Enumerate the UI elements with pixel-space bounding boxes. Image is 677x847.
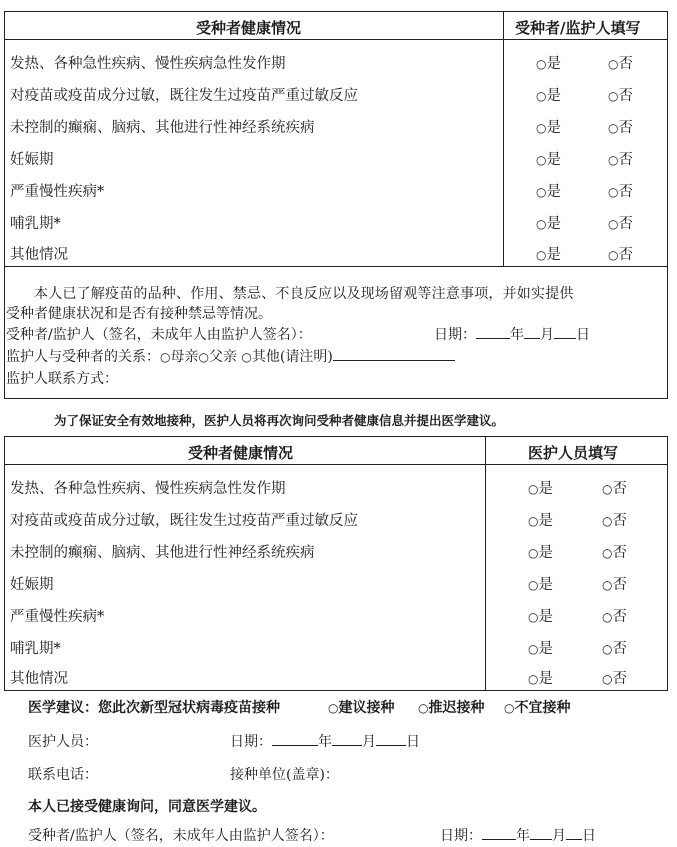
phone-label: 联系电话： bbox=[28, 767, 98, 783]
consent-statement-line2: 受种者健康状况和是否有接种禁忌等情况。 bbox=[6, 306, 272, 322]
yes-radio[interactable]: ○是 bbox=[536, 88, 561, 104]
table-header-health: 受种者健康情况 bbox=[196, 19, 302, 37]
final-date-field[interactable]: 日期： 年 月 日 bbox=[440, 828, 596, 844]
yes-radio[interactable]: ○是 bbox=[528, 481, 553, 497]
no-radio[interactable]: ○否 bbox=[602, 641, 627, 657]
row-label: 未控制的癫痫、脑病、其他进行性神经系统疾病 bbox=[10, 545, 315, 561]
staff-label: 医护人员： bbox=[28, 734, 98, 750]
no-radio[interactable]: ○否 bbox=[608, 152, 633, 168]
date-field[interactable]: 日期： 年 月 日 bbox=[434, 327, 590, 343]
row-label: 其他情况 bbox=[10, 671, 68, 687]
yes-radio[interactable]: ○是 bbox=[536, 120, 561, 136]
no-radio[interactable]: ○否 bbox=[608, 120, 633, 136]
row-label: 未控制的癫痫、脑病、其他进行性神经系统疾病 bbox=[10, 120, 315, 136]
relation-mother-radio[interactable]: ○母亲 bbox=[160, 349, 199, 365]
yes-radio[interactable]: ○是 bbox=[528, 641, 553, 657]
yes-radio[interactable]: ○是 bbox=[528, 545, 553, 561]
recheck-note: 为了保证安全有效地接种，医护人员将再次询问受种者健康信息并提出医学建议。 bbox=[54, 413, 505, 428]
relation-other-input[interactable] bbox=[333, 348, 455, 361]
row-label: 对疫苗或疫苗成分过敏，既往发生过疫苗严重过敏反应 bbox=[10, 513, 358, 529]
advice-recommend-radio[interactable]: ○建议接种 bbox=[328, 700, 395, 716]
row-label: 妊娠期 bbox=[10, 152, 54, 168]
row-label: 严重慢性疾病* bbox=[10, 609, 105, 625]
yes-radio[interactable]: ○是 bbox=[528, 577, 553, 593]
row-label: 其他情况 bbox=[10, 247, 68, 263]
consent-statement-line1: 本人已了解疫苗的品种、作用、禁忌、不良反应以及现场留观等注意事项，并如实提供 bbox=[34, 286, 574, 302]
row-label: 严重慢性疾病* bbox=[10, 184, 105, 200]
relation-other-radio[interactable]: ○其他(请注明) bbox=[241, 349, 333, 365]
no-radio[interactable]: ○否 bbox=[608, 216, 633, 232]
no-radio[interactable]: ○否 bbox=[602, 513, 627, 529]
yes-radio[interactable]: ○是 bbox=[528, 513, 553, 529]
no-radio[interactable]: ○否 bbox=[608, 88, 633, 104]
yes-radio[interactable]: ○是 bbox=[536, 216, 561, 232]
advice-label: 医学建议：您此次新型冠状病毒疫苗接种 bbox=[28, 700, 280, 716]
no-radio[interactable]: ○否 bbox=[608, 184, 633, 200]
yes-radio[interactable]: ○是 bbox=[536, 184, 561, 200]
table-header-health: 受种者健康情况 bbox=[188, 444, 294, 462]
staff-date-field[interactable]: 日期： 年 月 日 bbox=[230, 734, 420, 750]
yes-radio[interactable]: ○是 bbox=[528, 609, 553, 625]
row-label: 妊娠期 bbox=[10, 577, 54, 593]
row-label: 哺乳期* bbox=[10, 641, 61, 657]
advice-postpone-radio[interactable]: ○推迟接种 bbox=[418, 700, 485, 716]
advice-not-recommended-radio[interactable]: ○不宜接种 bbox=[504, 700, 571, 716]
row-label: 哺乳期* bbox=[10, 216, 61, 232]
yes-radio[interactable]: ○是 bbox=[536, 247, 561, 263]
no-radio[interactable]: ○否 bbox=[602, 577, 627, 593]
no-radio[interactable]: ○否 bbox=[602, 609, 627, 625]
row-label: 对疫苗或疫苗成分过敏，既往发生过疫苗严重过敏反应 bbox=[10, 88, 358, 104]
no-radio[interactable]: ○否 bbox=[608, 247, 633, 263]
unit-stamp-label: 接种单位(盖章)： bbox=[230, 767, 339, 783]
row-label: 发热、各种急性疾病、慢性疾病急性发作期 bbox=[10, 56, 286, 72]
yes-radio[interactable]: ○是 bbox=[536, 56, 561, 72]
no-radio[interactable]: ○否 bbox=[602, 545, 627, 561]
no-radio[interactable]: ○否 bbox=[602, 481, 627, 497]
relation-father-radio[interactable]: ○父亲 bbox=[198, 349, 237, 365]
yes-radio[interactable]: ○是 bbox=[536, 152, 561, 168]
relation-field: 监护人与受种者的关系：○母亲○父亲 ○其他(请注明) bbox=[6, 346, 455, 366]
table-header-medical-fill: 医护人员填写 bbox=[528, 444, 619, 462]
sign-label: 受种者/监护人（签名，未成年人由监护人签名）： bbox=[6, 327, 312, 343]
no-radio[interactable]: ○否 bbox=[602, 671, 627, 687]
no-radio[interactable]: ○否 bbox=[608, 56, 633, 72]
yes-radio[interactable]: ○是 bbox=[528, 671, 553, 687]
final-sign-label: 受种者/监护人（签名，未成年人由监护人签名）： bbox=[28, 828, 334, 844]
guardian-contact-label: 监护人联系方式： bbox=[6, 371, 118, 387]
row-label: 发热、各种急性疾病、慢性疾病急性发作期 bbox=[10, 481, 286, 497]
table-header-guardian-fill: 受种者/监护人填写 bbox=[515, 19, 641, 37]
acceptance-statement: 本人已接受健康询问，同意医学建议。 bbox=[28, 799, 266, 815]
